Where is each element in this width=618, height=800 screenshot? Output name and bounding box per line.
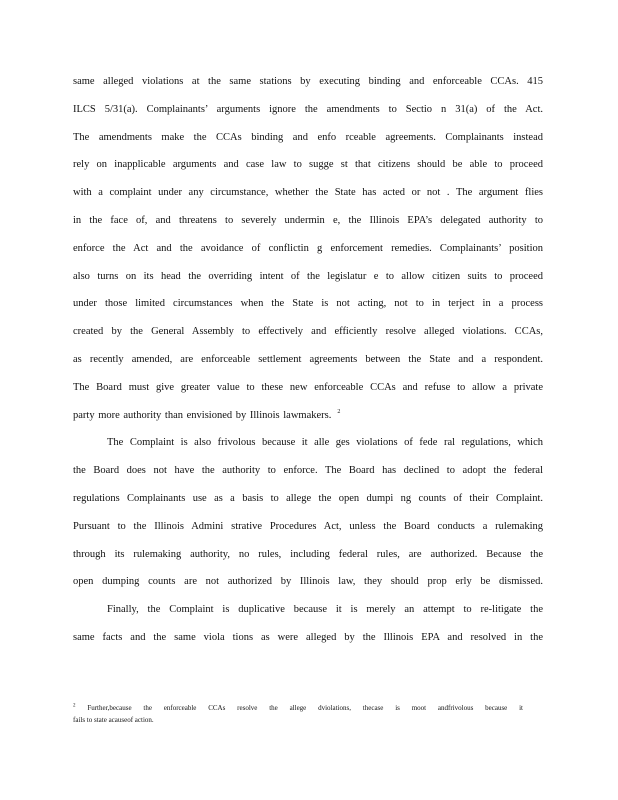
body-text — [73, 68, 543, 652]
footnote — [73, 702, 523, 726]
body-line: same facts and the same viola tions as were alleged by the Illinois EPA and resolved in the — [73, 631, 543, 643]
body-line-with-footnote — [73, 402, 543, 430]
body-line: same alleged violations at the same stations by executing binding and enforceable CCAs. 415 — [73, 76, 543, 87]
body-line: the Board does not have the authority to enforce. The Board has declined to adopt the federal — [73, 465, 543, 477]
body-line: The amendments make the CCAs binding and enfo rceable agreements. Complainants instead — [73, 131, 543, 143]
body-line: through its rulemaking authority, no rules, including federal rules, are authorized. Because the — [73, 548, 543, 560]
body-line: as recently amended, are enforceable settlement agreements between the State and a respondent. — [73, 353, 543, 365]
body-line: also turns on its head the overriding intent of the legislatur e to allow citizen suits to proceed — [73, 270, 543, 282]
body-line: enforce the Act and the avoidance of conflictin g enforcement remedies. Complainants’ position — [73, 242, 543, 254]
body-line: with a complaint under any circumstance, whether the State has acted or not . The argument flies — [73, 187, 543, 199]
paragraph-first-line: The Complaint is also frivolous because it alle ges violations of fede ral regulations, which — [107, 437, 543, 449]
body-line: open dumping counts are not authorized by Illinois law, they should prop erly be dismissed. — [73, 576, 543, 588]
body-line: created by the General Assembly to effectively and efficiently resolve alleged violations. CCAs, — [73, 326, 543, 338]
body-line: in the face of, and threatens to severely undermin e, the Illinois EPA’s delegated authority to — [73, 214, 543, 226]
footnote-mark: 2 — [73, 703, 76, 709]
footnote-reference: 2 — [337, 409, 341, 416]
body-line: under those limited circumstances when the State is not acting, not to in terject in a process — [73, 298, 543, 310]
body-line: The Board must give greater value to these new enforceable CCAs and refuse to allow a private — [73, 381, 543, 393]
body-line: Pursuant to the Illinois Admini strative Procedures Act, unless the Board conducts a rulemaking — [73, 520, 543, 532]
footnote-text: Further,because the enforceable CCAs resolve the allege dviolations, thecase is moot andfrivolous because it — [87, 704, 523, 712]
footnote-line — [73, 702, 523, 714]
body-line-text: party more authority than envisioned by Illinois lawmakers. — [73, 409, 332, 421]
footnote-line: fails to state acauseof action. — [73, 716, 154, 724]
body-line: rely on inapplicable arguments and case law to sugge st that citizens should be able to proceed — [73, 159, 543, 171]
body-line: ILCS 5/31(a). Complainants’ arguments ignore the amendments to Sectio n 31(a) of the Act. — [73, 103, 543, 115]
paragraph-first-line: Finally, the Complaint is duplicative because it is merely an attempt to re-litigate the — [107, 604, 543, 616]
body-line: regulations Complainants use as a basis to allege the open dumpi ng counts of their Complaint. — [73, 492, 543, 504]
